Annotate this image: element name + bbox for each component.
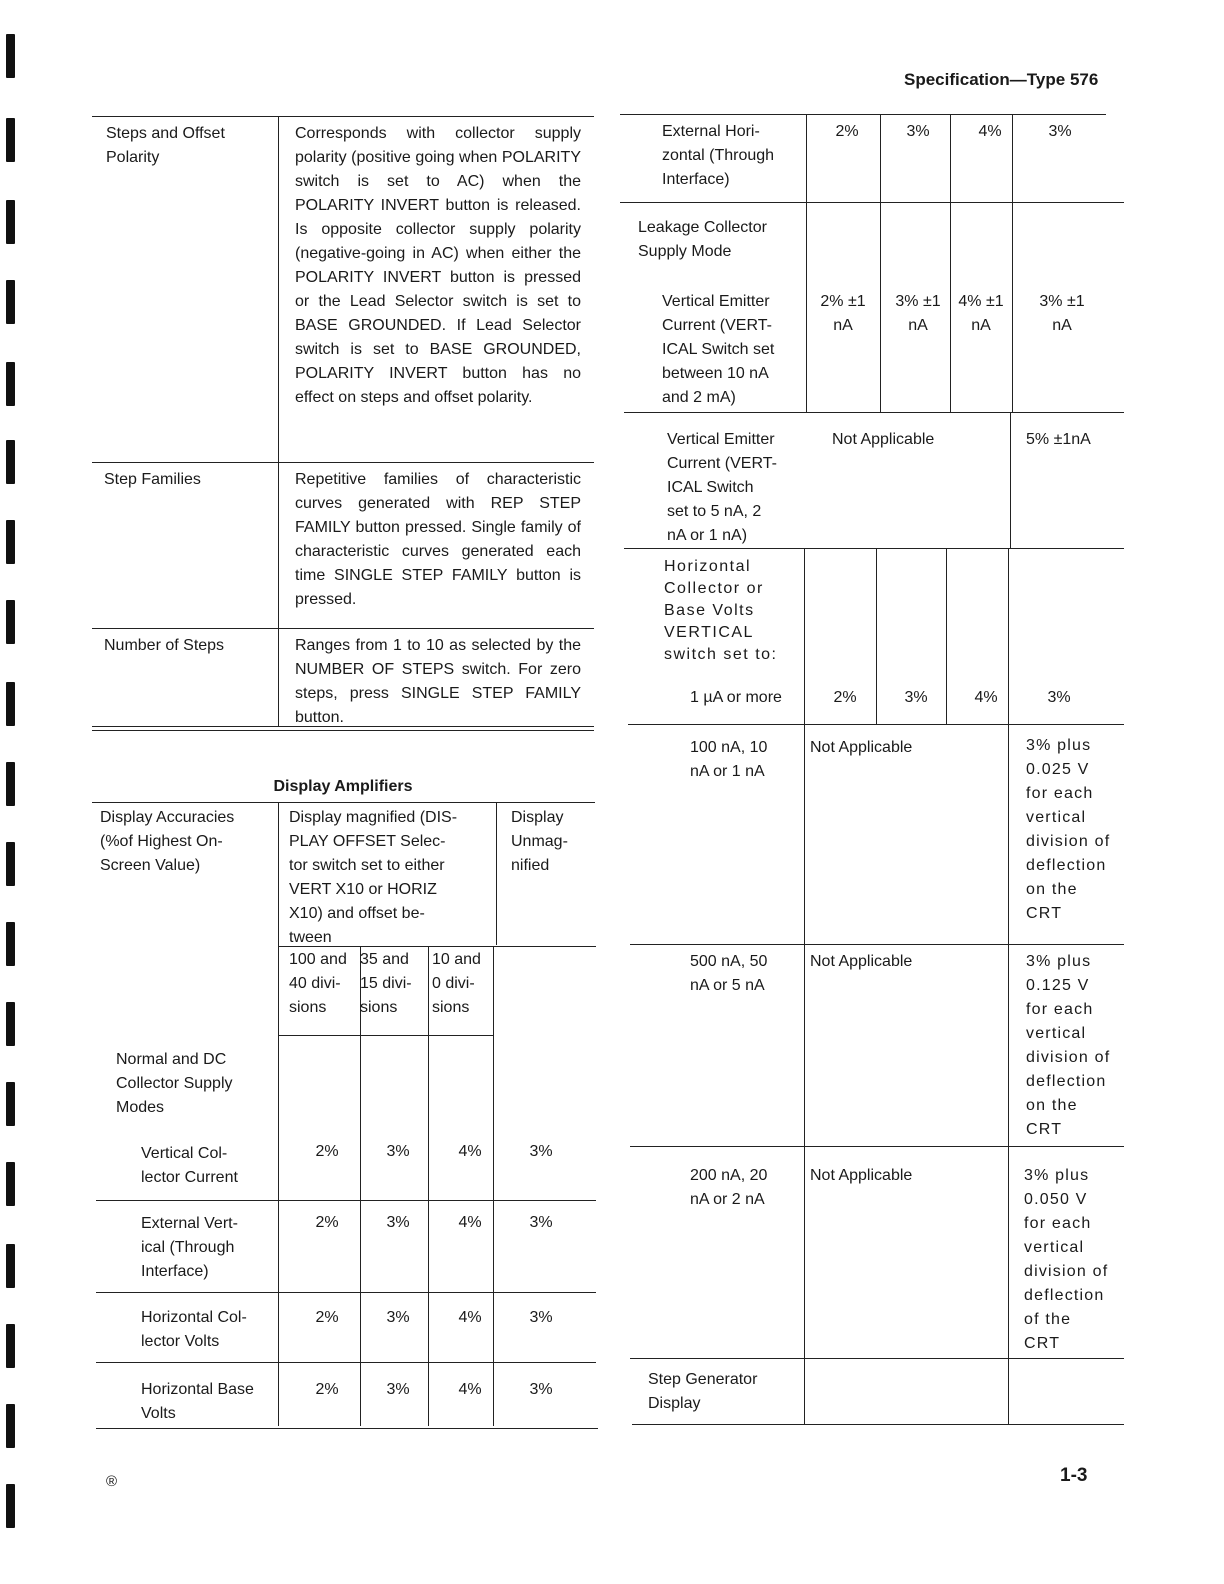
value-cell: 3% bbox=[386, 1309, 410, 1326]
row-label-500na-50na-5na: 500 nA, 50 nA or 5 nA bbox=[690, 953, 768, 994]
value-cell: 4% bbox=[458, 1143, 482, 1160]
not-applicable-cell: Not Applicable bbox=[810, 1167, 913, 1184]
horizontal-collector-base-volts-label: Horizontal Collector or Base Volts VERTICAL switch set to: bbox=[664, 558, 778, 663]
row-label-vertical-emitter-current-2: Vertical Emitter Current (VERT- ICAL Switch set to 5 nA, 2 nA or 1 nA) bbox=[667, 431, 777, 544]
value-cell: 4% bbox=[458, 1381, 482, 1398]
value-cell: 4% bbox=[458, 1214, 482, 1231]
row-desc-steps-offset-polarity: Corresponds with collector supply polarity (positive going when POLARITY switch is set to AC) when the POLARITY INVERT button is released. Is opposite collector supply polarity (negative-going in AC) when either the POLARITY INVERT button is pressed or the Lead Selector switch is set to BASE GROUNDED. If Lead Selector switch is set to BASE GROUNDED, POLARITY INVERT button has no effect on steps and offset polarity. bbox=[295, 125, 581, 406]
row-label-horizontal-collector-volts: Horizontal Col- lector Volts bbox=[141, 1309, 247, 1350]
value-cell: 3% bbox=[904, 689, 928, 706]
value-cell: 3% plus 0.050 V for each vertical division of deflection of the CRT bbox=[1024, 1167, 1109, 1352]
value-cell: 4% bbox=[974, 689, 998, 706]
value-cell: 5% ±1nA bbox=[1026, 431, 1091, 448]
not-applicable-cell: Not Applicable bbox=[810, 739, 913, 756]
value-cell: 2% bbox=[835, 123, 859, 140]
row-label-1-ua-or-more: 1 µA or more bbox=[690, 689, 782, 706]
value-cell: 2% ±1 nA bbox=[820, 293, 866, 334]
value-cell: 2% bbox=[833, 689, 857, 706]
row-desc-number-of-steps: Ranges from 1 to 10 as selected by the NUMBER OF STEPS switch. For zero steps, press SINGLE STEP FAMILY button. bbox=[295, 637, 581, 726]
value-cell: 3% bbox=[906, 123, 930, 140]
value-cell: 2% bbox=[315, 1309, 339, 1326]
not-applicable-cell: Not Applicable bbox=[832, 431, 935, 448]
value-cell: 3% bbox=[1048, 123, 1072, 140]
row-label-100na-10na-1na: 100 nA, 10 nA or 1 nA bbox=[690, 739, 768, 780]
display-accuracies-label: Display Accuracies (%of Highest On- Screen Value) bbox=[100, 809, 235, 874]
not-applicable-cell: Not Applicable bbox=[810, 953, 913, 970]
value-cell: 3% bbox=[386, 1214, 410, 1231]
value-cell: 3% bbox=[529, 1381, 553, 1398]
value-cell: 4% bbox=[978, 123, 1002, 140]
value-cell: 4% ±1 nA bbox=[958, 293, 1004, 334]
subheader-10-0-divisions: 10 and 0 divi- sions bbox=[432, 951, 481, 1016]
publisher-logo: ® bbox=[106, 1473, 118, 1490]
value-cell: 4% bbox=[458, 1309, 482, 1326]
value-cell: 3% plus 0.125 V for each vertical division of deflection on the CRT bbox=[1026, 953, 1111, 1138]
page-number: 1-3 bbox=[1060, 1465, 1088, 1486]
value-cell: 3% ±1 nA bbox=[895, 293, 941, 334]
row-label-steps-offset-polarity: Steps and Offset Polarity bbox=[106, 125, 225, 166]
value-cell: 3% ±1 nA bbox=[1039, 293, 1085, 334]
row-label-external-horizontal: External Hori- zontal (Through Interface) bbox=[662, 123, 775, 188]
row-label-horizontal-base-volts: Horizontal Base Volts bbox=[141, 1381, 254, 1422]
value-cell: 3% bbox=[529, 1143, 553, 1160]
subheader-100-40-divisions: 100 and 40 divi- sions bbox=[289, 951, 347, 1016]
row-label-vertical-emitter-current-1: Vertical Emitter Current (VERT- ICAL Switch set between 10 nA and 2 mA) bbox=[662, 293, 775, 406]
value-cell: 3% bbox=[1047, 689, 1071, 706]
section-heading-display-amplifiers: Display Amplifiers bbox=[273, 778, 413, 795]
value-cell: 3% bbox=[386, 1143, 410, 1160]
subheader-35-15-divisions: 35 and 15 divi- sions bbox=[360, 951, 412, 1016]
row-label-step-families: Step Families bbox=[104, 471, 201, 488]
display-magnified-header: Display magnified (DIS- PLAY OFFSET Selec- tor switch set to either VERT X10 or HORIZ X10) and offset be- tween bbox=[289, 809, 458, 946]
leakage-collector-supply-label: Leakage Collector Supply Mode bbox=[638, 219, 767, 260]
value-cell: 3% bbox=[529, 1214, 553, 1231]
row-label-number-of-steps: Number of Steps bbox=[104, 637, 225, 654]
page-header-title: Specification—Type 576 bbox=[904, 70, 1099, 89]
row-label-vertical-collector-current: Vertical Col- lector Current bbox=[141, 1145, 238, 1186]
row-desc-step-families: Repetitive families of characteristic curves generated with REP STEP FAMILY button pressed. Single family of characteristic curves generated each time SINGLE STEP FAMILY button is pressed. bbox=[295, 471, 581, 608]
value-cell: 2% bbox=[315, 1381, 339, 1398]
row-label-200na-20na-2na: 200 nA, 20 nA or 2 nA bbox=[690, 1167, 768, 1208]
normal-dc-collector-modes-label: Normal and DC Collector Supply Modes bbox=[116, 1051, 233, 1116]
value-cell: 3% bbox=[529, 1309, 553, 1326]
value-cell: 3% bbox=[386, 1381, 410, 1398]
value-cell: 3% plus 0.025 V for each vertical division of deflection on the CRT bbox=[1026, 737, 1111, 922]
value-cell: 2% bbox=[315, 1214, 339, 1231]
step-generator-display-label: Step Generator Display bbox=[648, 1371, 758, 1412]
value-cell: 2% bbox=[315, 1143, 339, 1160]
display-unmagnified-header: Display Unmag- nified bbox=[511, 809, 568, 874]
row-label-external-vertical: External Vert- ical (Through Interface) bbox=[141, 1215, 238, 1280]
